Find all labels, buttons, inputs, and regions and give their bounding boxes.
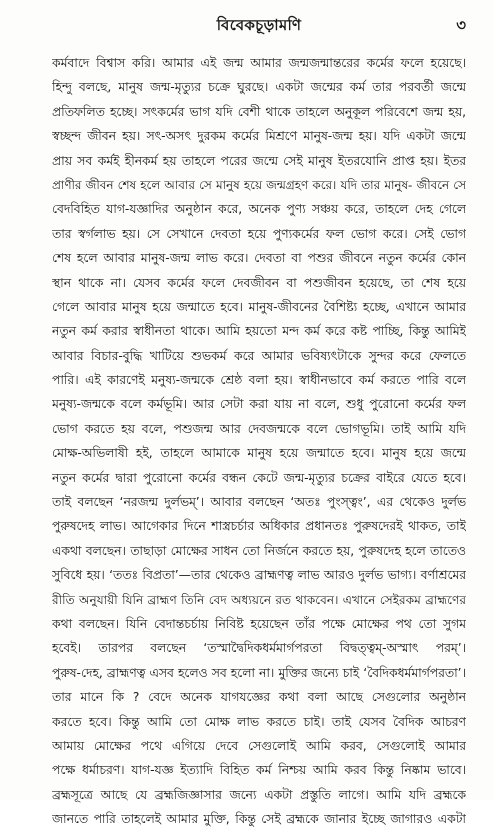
text-line: পারি। এই কারণেই মনুষ্য-জন্মকে শ্রেষ্ঠ বলা হয়। স্বাধীনভাবে কর্ম করতে পারি বলে	[52, 373, 466, 388]
text-line: হিন্দু বলছে, মানুষ জন্ম-মৃত্যুর চক্রে ঘুরছে। একটা জন্মের কর্ম তার পরবর্তী জন্মে	[52, 80, 466, 95]
text-line: ভোগ করতে হয় বলে, পশুজন্ম আর দেবজন্মকে বলে ভোগভূমি। তাই আমি যদি	[52, 421, 466, 436]
text-line: তার মানে কি ? বেদে অনেক যাগযজ্ঞের কথা বলা আছে সেগুলোর অনুষ্ঠান	[52, 690, 466, 705]
text-line: কথা বলছেন। যিনি বেদান্তচর্চায় নিবিষ্ট হয়েছেন তাঁর পক্ষে মোক্ষের পথ তো সুগম	[52, 616, 466, 631]
text-line: পক্ষে ধর্মাচরণ। যাগ-যজ্ঞ ইত্যাদি বিহিত কর্ম নিশ্চয় আমি করব কিন্তু নিষ্কাম ভাবে।	[52, 763, 466, 778]
text-line: জানতে পারি তাহলেই আমার মুক্তি, কিন্তু সেই ব্রহ্মকে জানার ইচ্ছে জাগারও একটা	[52, 812, 466, 827]
text-line: পুরুষদেহ লাভ। আগেকার দিনে শাস্ত্রচর্চার অধিকার প্রধানতঃ পুরুষদেরই থাকত, তাই	[52, 519, 466, 534]
text-line: করতে হবে। কিন্তু আমি তো মোক্ষ লাভ করতে চাই। তাই যেসব বৈদিক আচরণ	[52, 714, 466, 729]
text-line: বেদবিহিত যাগ-যজ্ঞাদির অনুষ্ঠান করে, অনেক পুণ্য সঞ্চয় করে, তাহলে দেহ গেলে	[52, 202, 466, 217]
page-header	[52, 14, 466, 34]
text-line: প্রাণীর জীবন শেষ হলে আবার সে মানুষ হয়ে জন্মগ্রহণ করে। যদি তার মানুষ- জীবনে সে	[52, 177, 466, 192]
text-line: রীতি অনুযায়ী যিনি ব্রাহ্মণ তিনি বেদ অধ্যয়নে রত থাকবেন। এখানে সেইরকম ব্রাহ্মণের	[52, 592, 466, 607]
text-line: তার স্বর্গলাভ হয়। সে সেখানে দেবতা হয়ে পুণ্যকর্মের ফল ভোগ করে। সেই ভোগ	[52, 226, 466, 241]
text-line: স্বচ্ছন্দ জীবন হয়। সৎ-অসৎ দুরকম কর্মের মিশ্রণে মানুষ-জন্ম হয়। যদি একটা জন্মে	[52, 129, 466, 144]
text-line: স্থান থাকে না। যেসব কর্মের ফলে দেবজীবন বা পশুজীবন হয়েছে, তা শেষ হয়ে	[52, 275, 466, 290]
text-line: আমায় মোক্ষের পথে এগিয়ে দেবে সেগুলোই আমি করব, সেগুলোই আমার	[52, 738, 466, 753]
text-line: তাই বলছেন ‘নরজন্ম দুর্লভম্’। আবার বলছেন ‘অতঃ পুংস্ত্বং’, এর থেকেও দুর্লভ	[52, 495, 466, 510]
text-line: শেষ হলে আবার মানুষ-জন্ম লাভ করে। দেবতা বা পশুর জীবনে নতুন কর্মের কোন	[52, 251, 466, 266]
text-line: মোক্ষ-অভিলাষী হই, তাহলে আমাকে মানুষ হয়ে জন্মাতে হবে। মানুষ হয়ে জন্মে	[52, 446, 466, 461]
text-line: আবার বিচার-বুদ্ধি খাটিয়ে শুভকর্ম করে আমার ভবিষ্যৎটাকে সুন্দর করে ফেলতে	[52, 348, 466, 363]
text-line: প্রায় সব কর্মই হীনকর্ম হয় তাহলে পরের জন্মে সেই মানুষ ইতরযোনি প্রাপ্ত হয়। ইতর	[52, 153, 466, 168]
text-line: হবেই। তারপর বলছেন ‘তস্মাদ্বৈদিকধর্মমার্গপরতা বিদ্বত্ত্বম্-অস্মাৎ পরম্’।	[52, 641, 466, 656]
text-line: নতুন কর্ম করার স্বাধীনতা থাকে। আমি হয়তো মন্দ কর্ম করে কষ্ট পাচ্ছি, কিন্তু আমিই	[52, 324, 466, 339]
text-line: নতুন কর্মের দ্বারা পুরোনো কর্মের বন্ধন কেটে জন্ম-মৃত্যুর চক্রের বাইরে যেতে হবে।	[52, 470, 466, 485]
text-line: প্রতিফলিত হচ্ছে। সৎকর্মের ভাগ যদি বেশী থাকে তাহলে অনুকূল পরিবেশে জন্ম হয়,	[52, 104, 466, 119]
text-line: সুবিধে হয়। ‘ততঃ বিপ্রতা’—তার থেকেও ব্রাহ্মণত্ব লাভ আরও দুর্লভ ভাগ্য। বর্ণাশ্রমের	[52, 568, 466, 583]
body-text	[52, 51, 466, 832]
text-line: গেলে আবার মানুষ হয়ে জন্মাতে হবে। মানুষ-জীবনের বৈশিষ্ট্য হচ্ছে, এখানে আমার	[52, 299, 466, 314]
text-line: কর্মবাদে বিশ্বাস করি। আমার এই জন্ম আমার জন্মজন্মান্তরের কর্মের ফলে হয়েছে।	[52, 56, 466, 70]
text-line: পুরুষ-দেহ, ব্রাহ্মণত্ব এসব হলেও সব হলো না। মুক্তির জন্যে চাই ‘বৈদিকধর্মমার্গপরতা’।	[52, 665, 466, 680]
text-line: ব্রহ্মসূত্রে আছে যে ব্রহ্মজিজ্ঞাসার জন্যে একটা প্রস্তুতি লাগে। আমি যদি ব্রহ্মকে	[52, 787, 466, 802]
text-line: মনুষ্য-জন্মকে বলে কর্মভূমি। আর সেটা করা যায় না বলে, শুধু পুরোনো কর্মের ফল	[52, 397, 466, 412]
running-title: বিবেকচূড়ামণি	[216, 16, 302, 34]
page-number: ৩	[456, 16, 466, 34]
text-line: একথা বলছেন। তাছাড়া মোক্ষের সাধন তো নির্জনে করতে হয়, পুরুষদেহ হলে তাতেও	[52, 543, 466, 558]
